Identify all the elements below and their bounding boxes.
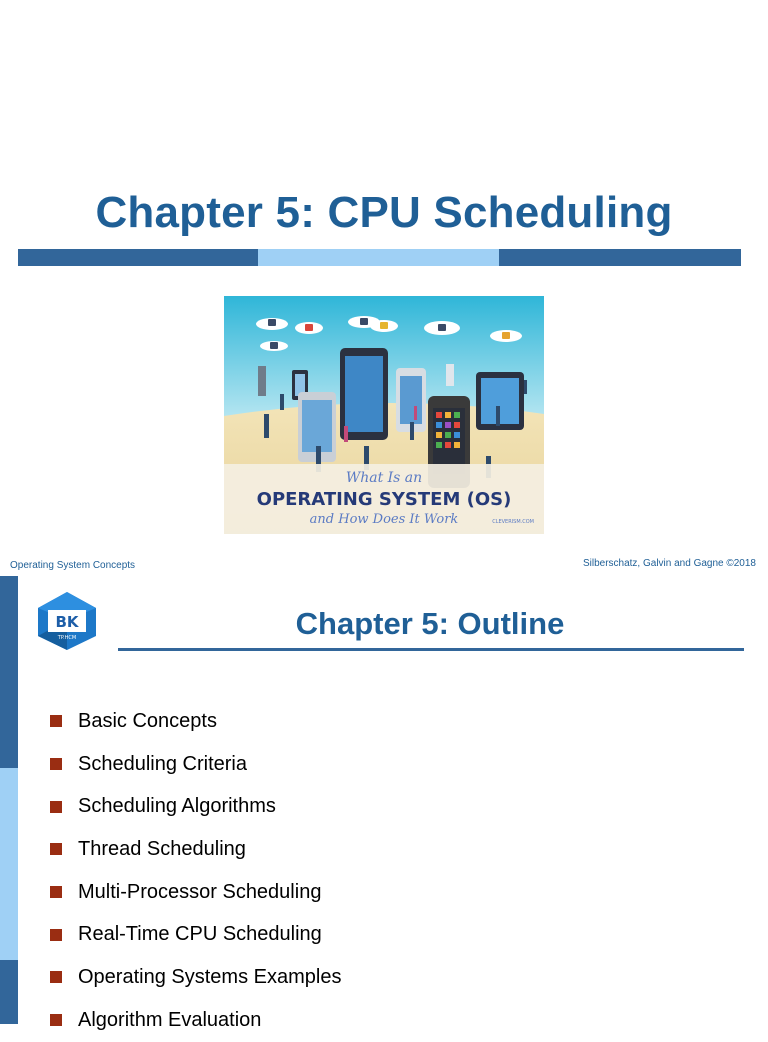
sidebar-stripe-dark bbox=[0, 576, 18, 768]
list-item bbox=[50, 700, 341, 743]
banner-line1: What Is an bbox=[345, 470, 423, 486]
os-illustration bbox=[224, 296, 544, 534]
title-underline bbox=[118, 648, 744, 651]
banner-line3: and How Does It Work bbox=[309, 512, 459, 527]
list-item bbox=[50, 785, 341, 828]
list-item bbox=[50, 743, 341, 786]
title-bar-right bbox=[499, 249, 741, 266]
list-item-label: Scheduling Algorithms bbox=[78, 795, 276, 818]
list-item-label: Basic Concepts bbox=[78, 709, 217, 732]
list-item bbox=[50, 871, 341, 914]
list-item-label: Thread Scheduling bbox=[78, 837, 246, 860]
list-item bbox=[50, 999, 341, 1042]
bullet-square-icon bbox=[50, 929, 62, 941]
outline-title: Chapter 5: Outline bbox=[295, 606, 565, 641]
bullet-square-icon bbox=[50, 971, 62, 983]
list-item bbox=[50, 956, 341, 999]
list-item-label: Operating Systems Examples bbox=[78, 965, 342, 988]
slide-title: Chapter 5: CPU Scheduling bbox=[95, 188, 673, 237]
title-bar-center bbox=[258, 249, 499, 266]
logo-text: BK bbox=[55, 613, 79, 631]
list-item-label: Scheduling Criteria bbox=[78, 752, 247, 775]
footer-book-title: Operating System Concepts bbox=[10, 560, 136, 571]
list-item-label: Multi-Processor Scheduling bbox=[78, 880, 322, 903]
bk-logo-icon bbox=[34, 590, 100, 652]
bullet-square-icon bbox=[50, 801, 62, 813]
list-item bbox=[50, 913, 341, 956]
list-item-label: Algorithm Evaluation bbox=[78, 1008, 262, 1031]
footer-authors: Silberschatz, Galvin and Gagne ©2018 bbox=[582, 558, 756, 569]
banner-line2: OPERATING SYSTEM (OS) bbox=[256, 489, 512, 510]
bullet-square-icon bbox=[50, 1014, 62, 1026]
banner-credit: CLEVERISM.COM bbox=[492, 519, 534, 525]
bullet-square-icon bbox=[50, 843, 62, 855]
bullet-square-icon bbox=[50, 715, 62, 727]
logo-subtext: TP.HCM bbox=[57, 635, 77, 641]
sidebar-stripe-light bbox=[0, 768, 18, 960]
outline-slide bbox=[0, 576, 768, 1031]
list-item-label: Real-Time CPU Scheduling bbox=[78, 923, 322, 946]
outline-list bbox=[50, 700, 341, 1042]
bullet-square-icon bbox=[50, 886, 62, 898]
list-item bbox=[50, 828, 341, 871]
title-bar-left bbox=[18, 249, 258, 266]
sidebar-stripe-dark-bottom bbox=[0, 960, 18, 1024]
bullet-square-icon bbox=[50, 758, 62, 770]
